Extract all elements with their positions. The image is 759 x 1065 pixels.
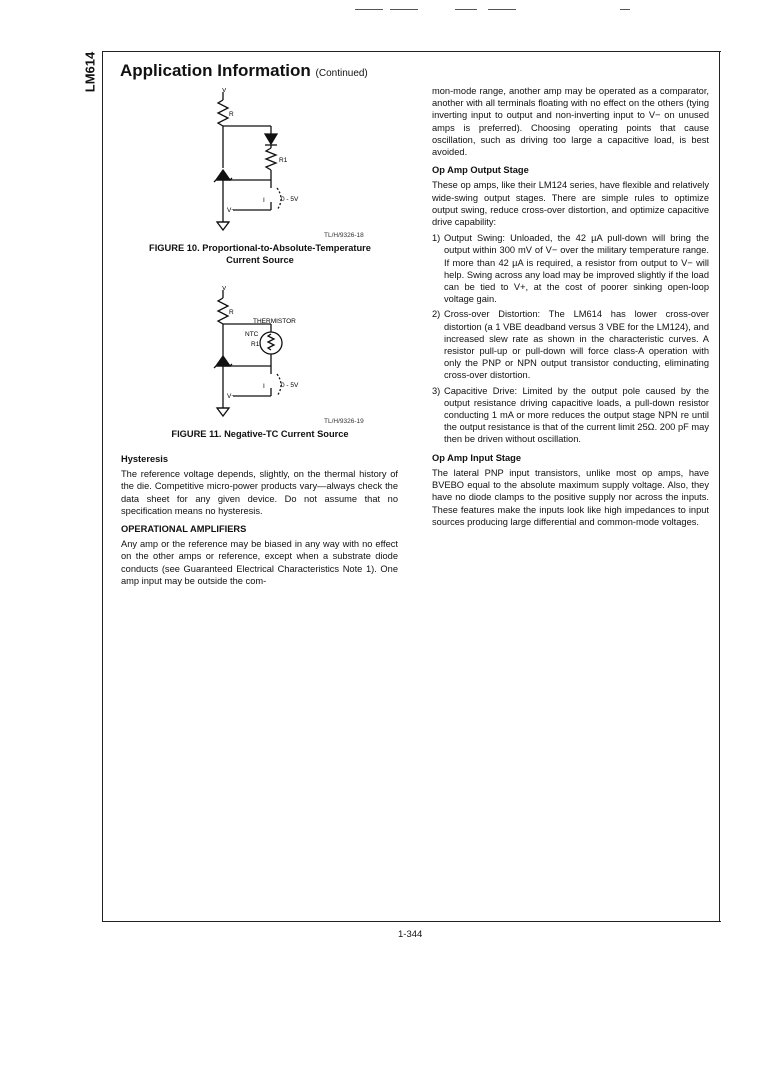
hysteresis-paragraph: The reference voltage depends, slightly, on the thermal history of the die. Competitive micro-power products vary—always check the data sheet for any given device. Do not assume that no specification means no hysteresis.: [121, 469, 398, 516]
fig11-label-i: I: [263, 383, 265, 390]
opamps-paragraph: Any amp or the reference may be biased in any way with no effect on the other amps or reference, except when a substrate diode conducts (see Guaranteed Electrical Characteristics Note 1). One amp input may be outside the com-: [121, 539, 398, 586]
fig11-label-r1: R1: [251, 341, 260, 348]
fig10-label-r1: R1: [279, 157, 288, 164]
fig11-label-ntc: NTC: [245, 331, 259, 338]
list-item-text: Capacitive Drive: Limited by the output pole caused by the output resistance driving capacitive loads, a pull-down resistor conducting 1 mA or more reduces the output stage NPN re until the output resistance is that of the current limit 25Ω. 200 pF may then be driven without oscillation.: [444, 385, 709, 445]
list-item-text: Cross-over Distortion: The LM614 has lower cross-over distortion (a 1 VBE deadband versus 3 VBE for the LM124), and increased slew rate as shown in the characteristic curves. A resistor pull-up or pull-down will force class-A operation with only the PNP or NPN output transistor conducting, eliminating cross-over distortion.: [444, 309, 709, 381]
figure-10-caption-line1: FIGURE 10. Proportional-to-Absolute-Temperature: [149, 243, 371, 253]
figure-10-caption: [120, 242, 400, 266]
fig10-label-vminus: V−: [227, 207, 236, 214]
part-number-label: LM614: [82, 51, 98, 93]
output-stage-paragraph: These op amps, like their LM124 series, have flexible and relatively wide-swing output stages. There are simple rules to optimize output swing, reduce cross-over distortion, and optimize capacitive drive capability:: [432, 180, 709, 228]
left-column: [121, 447, 398, 591]
continued-note: (Continued): [315, 68, 368, 79]
figure-10-schematic: [195, 88, 315, 233]
fig10-label-r: R: [229, 111, 234, 118]
hysteresis-heading: Hysteresis: [121, 454, 169, 464]
output-rules-list: [432, 232, 709, 445]
input-stage-heading: Op Amp Input Stage: [432, 452, 522, 463]
page-frame-right: [719, 51, 720, 921]
fig10-label-v: V: [222, 88, 227, 94]
figure-10-code: TL/H/9326-18: [324, 232, 364, 239]
list-item-number: 3): [432, 385, 441, 396]
figure-11-caption: FIGURE 11. Negative-TC Current Source: [171, 429, 349, 439]
section-title-text: Application Information: [120, 61, 311, 80]
top-rule: [390, 9, 418, 10]
right-column: [432, 85, 709, 532]
figure-10-caption-line2: Current Source: [226, 255, 294, 265]
list-item-number: 2): [432, 309, 441, 320]
figure-11-code: TL/H/9326-19: [324, 418, 364, 425]
input-stage-paragraph: The lateral PNP input transistors, unlike most op amps, have BVEBO equal to the absolute maximum supply voltage. Also, they have no diode clamps to the positive supply nor across the inputs. These features make the inputs look like high impedances to input sources producing large differential and common-mode voltages.: [432, 467, 709, 527]
list-item-text: Output Swing: Unloaded, the 42 µA pull-down will bring the output within 300 mV of V− over the military temperature range. If more than 42 µA is required, a resistor from output to V− will help. Swing across any load may be improved slightly if the load can be tied to V+, at the cost of poorer sinking open-loop voltage gain.: [444, 233, 709, 305]
list-item: [432, 385, 709, 446]
output-stage-heading: Op Amp Output Stage: [432, 165, 529, 176]
fig11-label-5v: 0 - 5V: [281, 382, 299, 389]
fig11-label-vminus: V−: [227, 393, 236, 400]
fig10-label-i: I: [263, 197, 265, 204]
top-rule: [620, 9, 630, 10]
top-rule: [455, 9, 477, 10]
list-item: [432, 308, 709, 381]
figure-11-schematic: [195, 286, 315, 421]
fig11-label-v: V: [222, 286, 227, 292]
top-rule: [488, 9, 516, 10]
fig11-label-thermistor: THERMISTOR: [253, 318, 296, 325]
page-number: 1-344: [398, 929, 423, 940]
list-item: [432, 232, 709, 305]
top-rule: [355, 9, 383, 10]
fig10-label-5v: 0 - 5V: [281, 196, 299, 203]
list-item-number: 1): [432, 233, 441, 244]
section-title: [120, 61, 368, 81]
fig11-label-r: R: [229, 309, 234, 316]
intro-paragraph: mon-mode range, another amp may be operated as a comparator, another with all terminals floating with no effect on the others (tying inverting input to output and non-inverting input to V− on unused amps is preferred). Choosing operating points that cause oscillation, such as driving too large a capacitive load, is best avoided.: [432, 86, 709, 158]
opamps-heading: OPERATIONAL AMPLIFIERS: [121, 524, 247, 535]
